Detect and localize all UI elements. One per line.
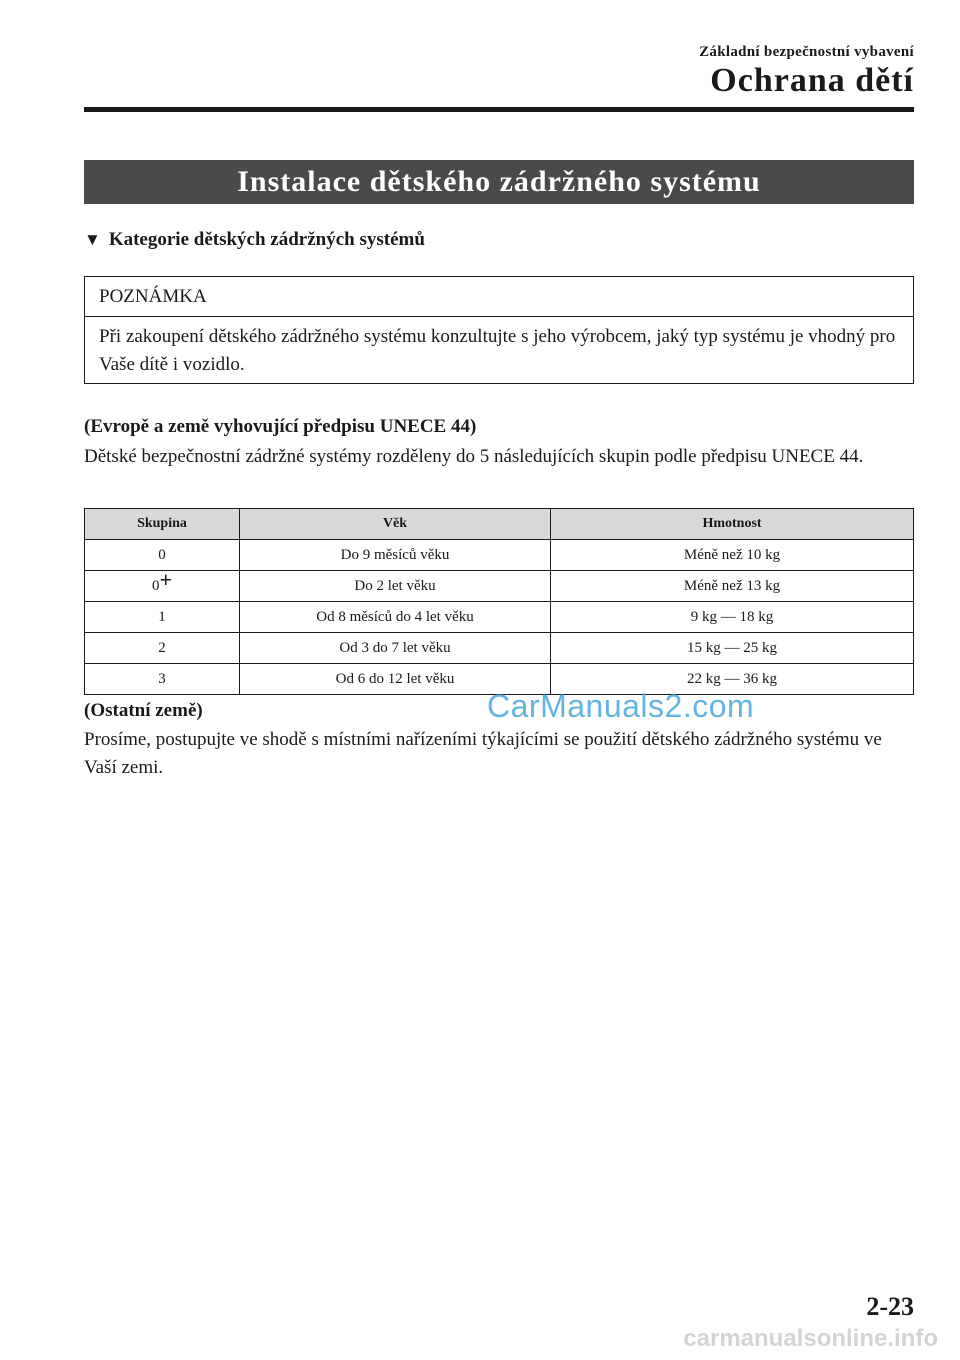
cell-age: Do 2 let věku [240,571,551,602]
other-text: Prosíme, postupujte ve shodě s místními nařízeními týkajícími se použití dětského zádržného systému ve Vaší zemi. [84,729,882,778]
note-title: POZNÁMKA [85,277,913,317]
header-section-label: Základní bezpečnostní vybavení [699,44,914,60]
subheading-text: Kategorie dětských zádržných systémů [108,229,425,250]
table-row [85,571,914,602]
column-header-group: Skupina [85,509,240,540]
watermark: CarManuals2.com [487,688,755,724]
header-divider [84,107,914,112]
other-heading: (Ostatní země) [84,700,203,721]
table-row [85,540,914,571]
section-banner: Instalace dětského zádržného systému [84,160,914,204]
cell-age: Od 8 měsíců do 4 let věku [240,602,551,633]
europe-heading: (Evropě a země vyhovující předpisu UNECE 44) [84,416,477,437]
cell-weight: 15 kg ― 25 kg [551,633,914,664]
europe-text: Dětské bezpečnostní zádržné systémy rozděleny do 5 následujících skupin podle předpisu UNECE 44. [84,446,864,467]
cell-age: Do 9 měsíců věku [240,540,551,571]
cell-group: 1 [85,602,240,633]
table-header-row [85,509,914,540]
cell-weight: Méně než 10 kg [551,540,914,571]
cell-age: Od 6 do 12 let věku [240,664,551,695]
table-row [85,602,914,633]
subheading [84,229,425,251]
page-number: 2-23 [866,1292,914,1321]
cell-age: Od 3 do 7 let věku [240,633,551,664]
cell-weight: 9 kg ― 18 kg [551,602,914,633]
page-title: Ochrana dětí [710,62,914,99]
group-table [84,508,914,695]
cell-weight: 22 kg ― 36 kg [551,664,914,695]
cell-weight: Méně než 13 kg [551,571,914,602]
note-body: Při zakoupení dětského zádržného systému konzultujte s jeho výrobcem, jaký typ systému je vhodný pro Vaše dítě i vozidlo. [99,326,896,375]
cell-group: 0 [85,540,240,571]
cell-group: 3 [85,664,240,695]
cell-group [85,566,240,602]
table-row [85,633,914,664]
triangle-down-icon: ▼ [84,230,101,249]
column-header-weight: Hmotnost [551,509,914,540]
cell-group: 2 [85,633,240,664]
note-box [84,276,914,384]
footer-watermark: carmanualsonline.info [683,1325,938,1352]
cell-group-value: 0 [151,577,160,594]
plus-icon: + [159,566,173,592]
column-header-age: Věk [240,509,551,540]
